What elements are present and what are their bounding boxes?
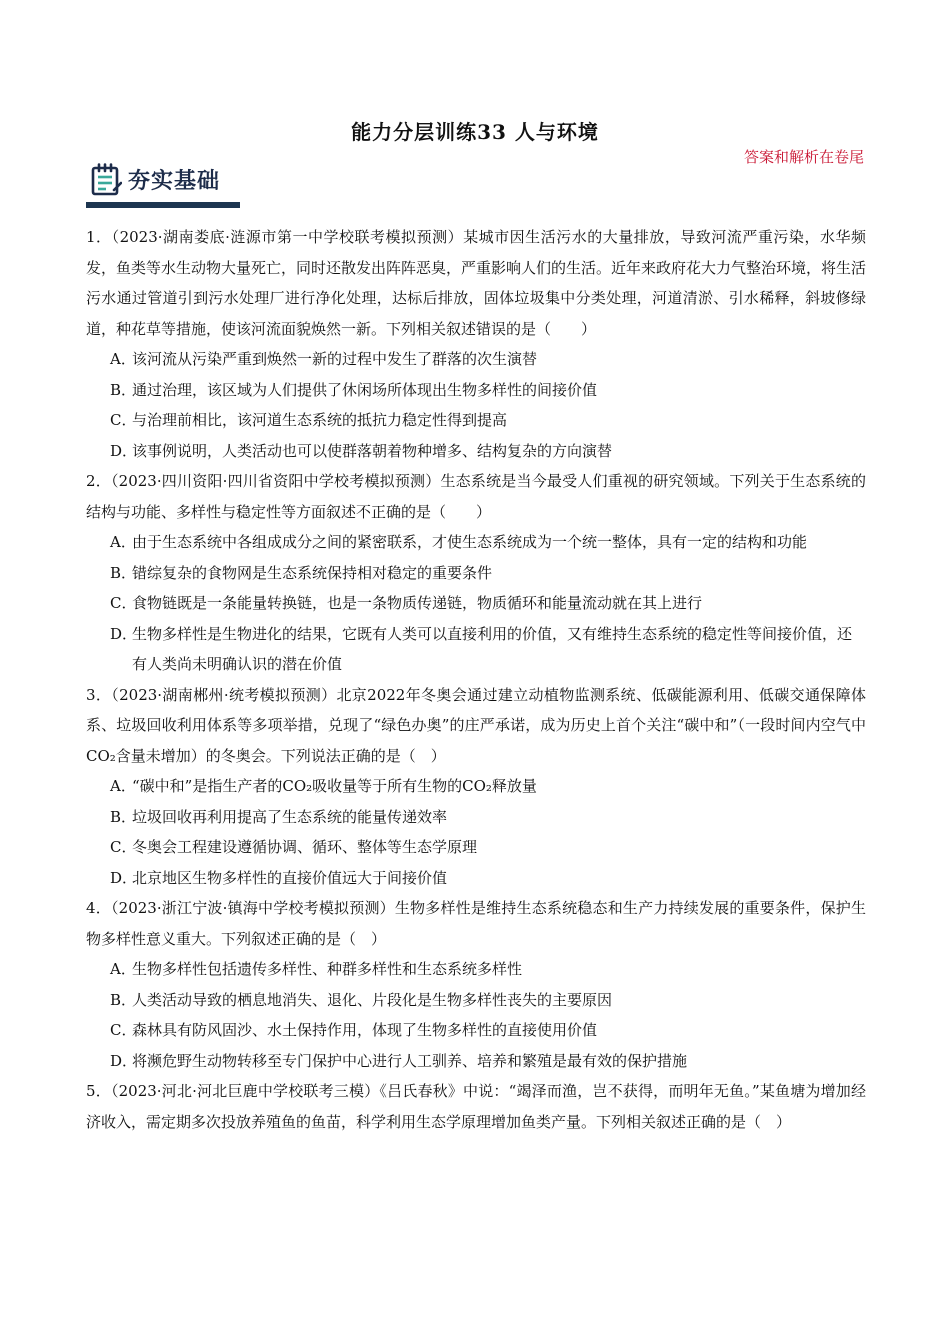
option-text: 由于生态系统中各组成成分之间的紧密联系，才使生态系统成为一个统一整体，具有一定的结构和功能 xyxy=(132,533,808,551)
option-letter: A． xyxy=(110,350,136,368)
option-d xyxy=(86,619,866,680)
section-header xyxy=(86,160,240,210)
option-letter: B． xyxy=(110,807,137,826)
option-a xyxy=(86,771,866,802)
option-text: 该河流从污染严重到焕然一新的过程中发生了群落的次生演替 xyxy=(132,350,538,368)
option-letter: D． xyxy=(110,868,138,887)
option-text: 与治理前相比，该河道生态系统的抵抗力稳定性得到提高 xyxy=(132,411,508,429)
question-text: （2023·湖南郴州·统考模拟预测）北京2022年冬奥会通过建立动植物监测系统、低碳能源利用、低碳交通保障体系、垃圾回收利用体系等多项举措，兑现了“绿色办奥”的庄严承诺，成为历史上首个关注“碳中和”（一段时间内空气中CO₂含量未增加）的冬奥会。下列说法正确的是（ ） xyxy=(86,685,867,765)
question-5 xyxy=(86,1076,866,1137)
option-letter: D． xyxy=(110,624,138,643)
question-number: 1． xyxy=(86,228,112,246)
option-text: 冬奥会工程建设遵循协调、循环、整体等生态学原理 xyxy=(132,838,478,856)
section-underline xyxy=(86,202,240,208)
option-letter: C． xyxy=(110,594,137,612)
question-stem xyxy=(86,466,866,527)
option-text: 北京地区生物多样性的直接价值远大于间接价值 xyxy=(132,868,448,887)
option-d xyxy=(86,1046,866,1077)
option-c xyxy=(86,588,866,619)
answer-note: 答案和解析在卷尾 xyxy=(743,148,864,166)
question-list xyxy=(86,222,866,1137)
option-text: 错综复杂的食物网是生态系统保持相对稳定的重要条件 xyxy=(132,563,493,582)
question-stem xyxy=(86,893,866,954)
option-c xyxy=(86,832,866,863)
question-text: （2023·浙江宁波·镇海中学校考模拟预测）生物多样性是维持生态系统稳态和生产力持续发展的重要条件，保护生物多样性意义重大。下列叙述正确的是（ ） xyxy=(86,899,866,948)
section-label: 夯实基础 xyxy=(128,169,221,194)
question-number: 5． xyxy=(86,1082,111,1100)
option-text: 将濒危野生动物转移至专门保护中心进行人工驯养、培养和繁殖是最有效的保护措施 xyxy=(132,1051,688,1070)
question-2 xyxy=(86,466,866,680)
option-text: 生物多样性包括遗传多样性、种群多样性和生态系统多样性 xyxy=(132,960,523,978)
option-a xyxy=(86,954,866,985)
option-letter: C． xyxy=(110,411,137,429)
question-stem xyxy=(86,1076,866,1137)
option-text: 人类活动导致的栖息地消失、退化、片段化是生物多样性丧失的主要原因 xyxy=(132,990,613,1009)
option-letter: B． xyxy=(110,990,137,1009)
option-letter: B． xyxy=(110,563,137,582)
option-b xyxy=(86,558,866,589)
question-number: 3． xyxy=(86,685,112,704)
question-text: （2023·湖南娄底·涟源市第一中学校联考模拟预测）某城市因生活污水的大量排放，导致河流严重污染，水华频发，鱼类等水生动物大量死亡，同时还散发出阵阵恶臭，严重影响人们的生活。近年来政府花大力气整治环境，将生活污水通过管道引到污水处理厂进行净化处理，达标后排放，固体垃圾集中分类处理，河道清淤、引水稀释，斜坡修绿道，种花草等措施，使该河流面貌焕然一新。下列相关叙述错误的是（ ） xyxy=(86,228,867,338)
question-number: 2． xyxy=(86,472,111,490)
option-text: 该事例说明，人类活动也可以使群落朝着物种增多、结构复杂的方向演替 xyxy=(132,441,613,460)
option-letter: A． xyxy=(110,960,136,978)
option-text: 通过治理，该区域为人们提供了休闲场所体现出生物多样性的间接价值 xyxy=(132,380,598,399)
question-1 xyxy=(86,222,866,466)
option-letter: D． xyxy=(110,1051,138,1070)
question-text: （2023·四川资阳·四川省资阳中学校考模拟预测）生态系统是当今最受人们重视的研究领域。下列关于生态系统的结构与功能、多样性与稳定性等方面叙述不正确的是（ ） xyxy=(86,472,866,521)
page-title: 能力分层训练33 人与环境 xyxy=(351,120,599,144)
option-text: “碳中和”是指生产者的CO₂吸收量等于所有生物的CO₂释放量 xyxy=(132,777,537,795)
option-c xyxy=(86,1015,866,1046)
option-letter: A． xyxy=(110,533,136,551)
option-b xyxy=(86,802,866,833)
question-number: 4． xyxy=(86,899,111,917)
option-b xyxy=(86,985,866,1016)
question-stem xyxy=(86,680,866,772)
option-d xyxy=(86,863,866,894)
option-a xyxy=(86,344,866,375)
option-text: 食物链既是一条能量转换链，也是一条物质传递链，物质循环和能量流动就在其上进行 xyxy=(132,594,703,612)
option-d xyxy=(86,436,866,467)
option-a xyxy=(86,527,866,558)
option-text: 垃圾回收再利用提高了生态系统的能量传递效率 xyxy=(132,807,448,826)
question-text: （2023·河北·河北巨鹿中学校联考三模）《吕氏春秋》中说：“竭泽而渔，岂不获得，而明年无鱼。”某鱼塘为增加经济收入，需定期多次投放养殖鱼的鱼苗，科学利用生态学原理增加鱼类产量。下列相关叙述正确的是（ ） xyxy=(86,1082,866,1131)
option-letter: D． xyxy=(110,441,138,460)
question-stem xyxy=(86,222,866,344)
option-text: 生物多样性是生物进化的结果，它既有人类可以直接利用的价值，又有维持生态系统的稳定性等间接价值，还有人类尚未明确认识的潜在价值 xyxy=(132,624,853,673)
option-letter: B． xyxy=(110,380,137,399)
option-letter: C． xyxy=(110,1021,137,1039)
question-3 xyxy=(86,680,866,894)
option-c xyxy=(86,405,866,436)
option-b xyxy=(86,375,866,406)
option-text: 森林具有防风固沙、水土保持作用，体现了生物多样性的直接使用价值 xyxy=(132,1021,598,1039)
notepad-icon xyxy=(90,163,122,197)
option-letter: C． xyxy=(110,838,137,856)
option-letter: A． xyxy=(110,777,136,795)
question-4 xyxy=(86,893,866,1076)
